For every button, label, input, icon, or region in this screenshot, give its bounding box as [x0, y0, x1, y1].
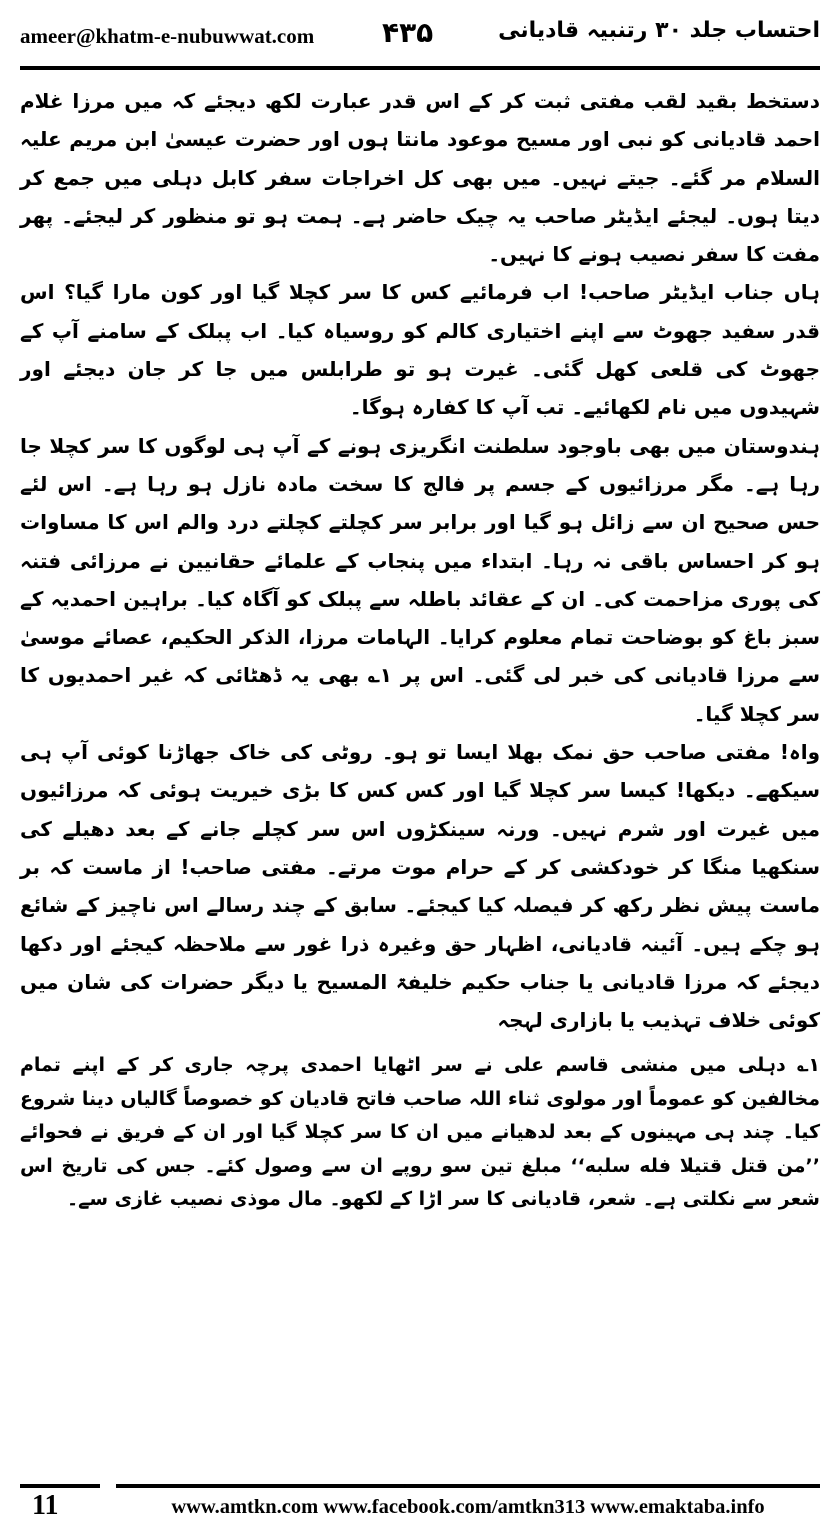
footnote-text: ۱؎ دہلی میں منشی قاسم علی نے سر اٹھایا احمدی پرچہ جاری کر کے اپنے تمام مخالفین کو عموماً اور مولوی ثناء اللہ صاحب فاتح قادیان کو خصوصاً گالیاں دینا شروع کیا۔ چند ہی مہینوں کے بعد لدھیانے میں ان کا سر کچلا گیا اور ان کے فریق نے فحوائے ’’من قتل قتیلا فله سلبه‘‘ مبلغ تین سو روپے ان سے وصول کئے۔ جس کی تاریخ اس شعر سے نکلتی ہے۔ شعر، قادیانی کا سر اڑا کے لکھو۔ مال موذی نصیب غازی سے۔: [20, 1054, 820, 1211]
page-body: [20, 82, 820, 1217]
header-page-number: ۴۳۵: [382, 16, 434, 49]
body-paragraph-3: ہندوستان میں بھی باوجود سلطنت انگریزی ہونے کے آپ ہی لوگوں کا سر کچلا جا رہا ہے۔ مگر مرزائیوں کے جسم پر فالج کا سخت مادہ نازل ہو رہا ہے۔ اس لئے حس صحیح ان سے زائل ہو گیا اور برابر سر کچلتے کچلتے درد والم اس کا مساوات ہو کر احساس باقی نہ رہا۔ ابتداء میں پنجاب کے علمائے حقانیین نے مرزائی فتنہ کی پوری مزاحمت کی۔ ان کے عقائد باطلہ سے پبلک کو آگاہ کیا۔ براہین احمدیہ کے سبز باغ کو بوضاحت تمام معلوم کرایا۔ الہامات مرزا، الذکر الحکیم، عصائے موسیٰ سے مرزا قادیانی کی خبر لی گئی۔ اس پر ۱؎ بھی یہ ڈھٹائی کہ غیر احمدیوں کا سر کچلا گیا۔: [20, 433, 820, 726]
footer-urls: www.amtkn.com www.facebook.com/amtkn313 www.emaktaba.info: [171, 1496, 765, 1518]
footnote-section: [20, 1049, 820, 1217]
footer-sheet-number: 11: [20, 1484, 100, 1526]
body-paragraph-2: ہاں جناب ایڈیٹر صاحب! اب فرمائیے کس کا سر کچلا گیا اور کون مارا گیا؟ اس قدر سفید جھوٹ سے اپنے اختیاری کالم کو روسیاہ کیا۔ اب پبلک کے سامنے آپ کے جھوٹ کی قلعی کھل گئی۔ غیرت ہو تو طرابلس میں جا کر جان دیجئے اور شہیدوں میں نام لکھائیے۔ تب آپ کا کفارہ ہوگا۔: [20, 280, 820, 420]
header-rule: [20, 66, 820, 70]
page-footer: [20, 1484, 820, 1526]
header-book-title: احتساب جلد ۳۰ رتنبیہ قادیانی: [498, 18, 820, 43]
header-email: ameer@khatm-e-nubuwwat.com: [20, 24, 315, 48]
body-paragraph-4: واہ! مفتی صاحب حق نمک بھلا ایسا تو ہو۔ روٹی کی خاک جھاڑنا کوئی آپ ہی سیکھے۔ دیکھا! کیسا سر کچلا گیا اور کس کس کا بڑی خیریت ہوئی کہ مرزائیوں میں غیرت اور شرم نہیں۔ ورنہ سینکڑوں اس سر کچلے جانے کے بعد دھیلے کی سنکھیا منگا کر خودکشی کر کے حرام موت مرتے۔ مفتی صاحب! از ماست کہ بر ماست پیش نظر رکھ کر فیصلہ کیا کیجئے۔ سابق کے چند رسالے اس ناچیز کے شائع ہو چکے ہیں۔ آئینہ قادیانی، اظہار حق وغیرہ ذرا غور سے ملاحظہ کیجئے اور دکھا دیجئے کہ مرزا قادیانی یا جناب حکیم خلیفۃ المسیح یا دیگر حضرات کی شان میں کوئی خلاف تہذیب یا بازاری لہجہ: [20, 740, 820, 1033]
footer-bar: [116, 1484, 820, 1526]
body-paragraph-1: دستخط بقید لقب مفتی ثبت کر کے اس قدر عبارت لکھ دیجئے کہ میں مرزا غلام احمد قادیانی کو نبی اور مسیح موعود مانتا ہوں اور حضرت عیسیٰ ابن مریم علیہ السلام مر گئے۔ جیتے نہیں۔ میں بھی کل اخراجات سفر کابل دہلی میں جمع کر دیتا ہوں۔ لیجئے ایڈیٹر صاحب یہ چیک حاضر ہے۔ ہمت ہو تو منظور کر لیجئے۔ پھر مفت کا سفر نصیب ہونے کا نہیں۔: [20, 89, 820, 267]
page-header: [20, 14, 820, 58]
